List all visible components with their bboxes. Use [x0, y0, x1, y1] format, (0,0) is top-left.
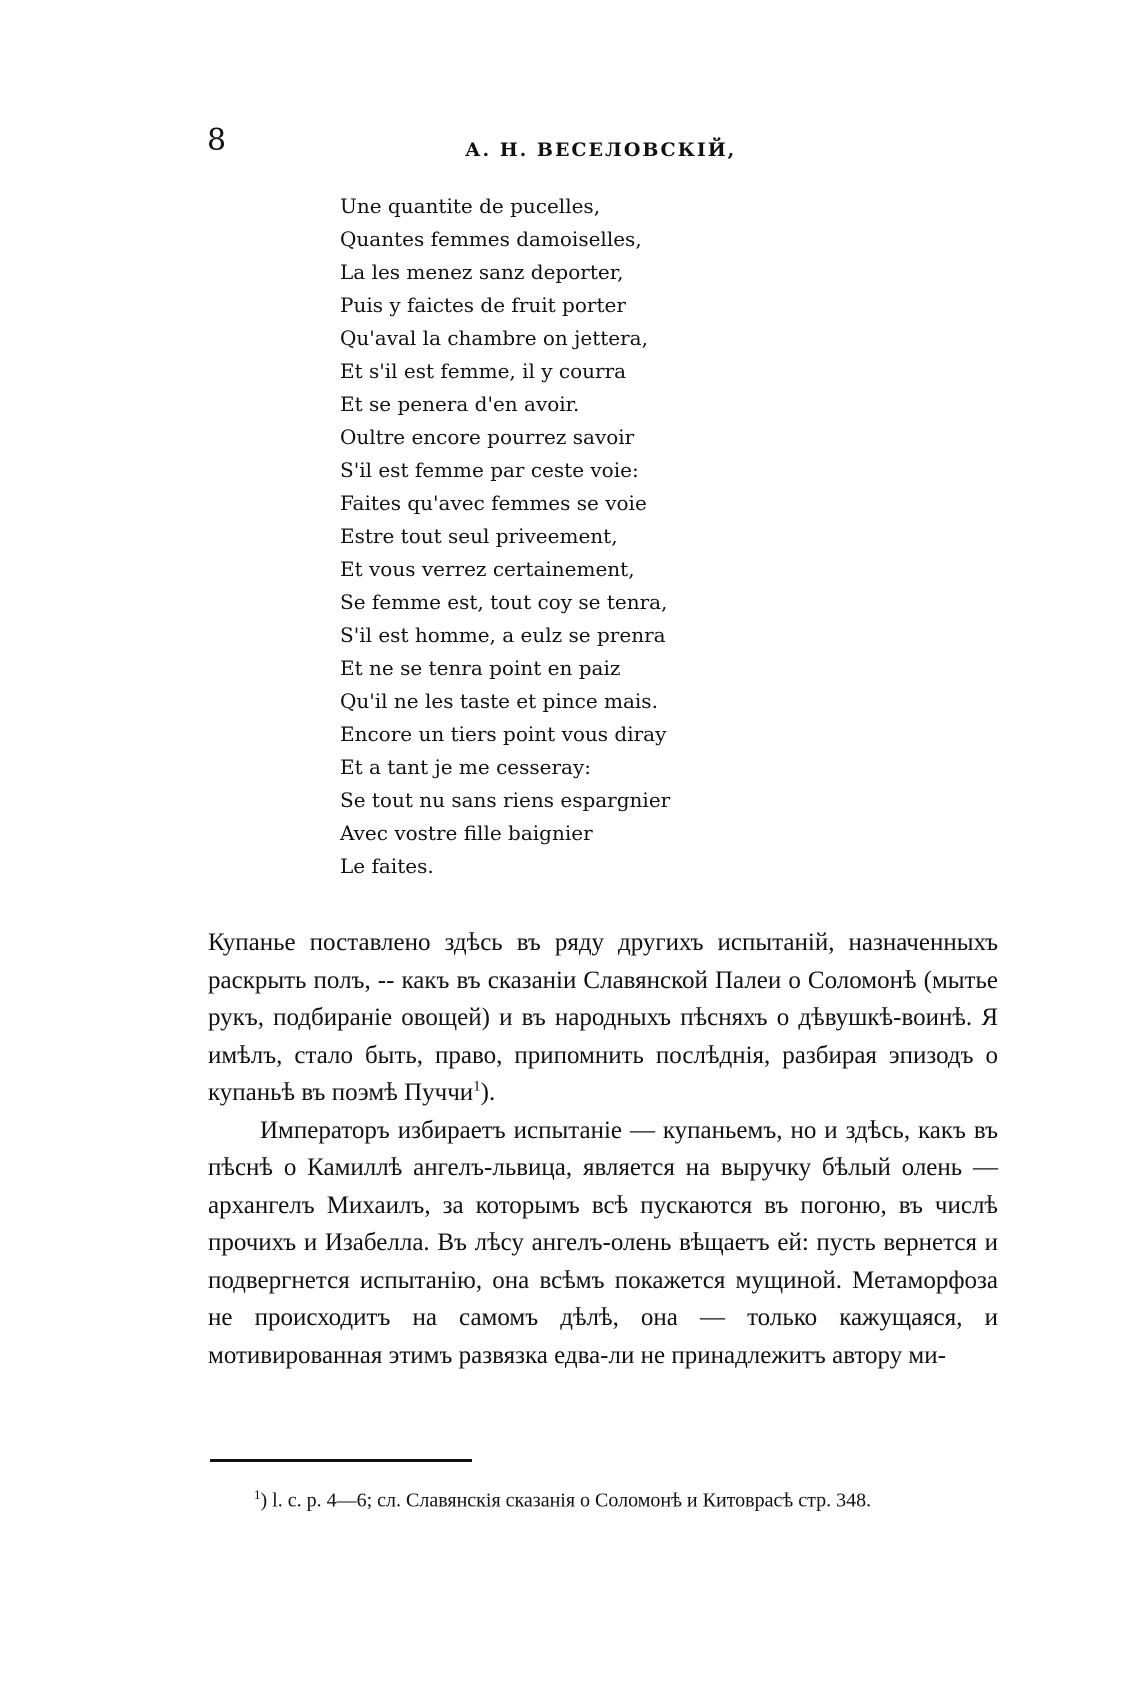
poem-line: Puis y faictes de fruit porter [340, 293, 626, 317]
poem-line: S'il est homme, a eulz se prenra [340, 623, 666, 647]
poem-line: Et s'il est femme, il y courra [340, 359, 627, 383]
footnote-text: ) l. c. p. 4—6; сл. Славянскія сказанія о Соломонѣ и Китоврасѣ стр. 348. [260, 1489, 872, 1512]
poem-line: Estre tout seul priveement, [340, 524, 618, 548]
footnote-marker: 1 [254, 1487, 261, 1502]
poem-line: Se femme est, tout coy se tenra, [340, 590, 668, 614]
poem-line: Et se penera d'en avoir. [340, 392, 580, 416]
poem-line: Et a tant je me cesseray: [340, 755, 591, 779]
poem-line: Avec vostre fille baignier [340, 821, 593, 845]
running-title: А. Н. ВЕСЕЛОВСКІЙ, [465, 139, 737, 161]
poem-quotation [340, 190, 670, 883]
poem-line: Et ne se tenra point en paiz [340, 656, 621, 680]
poem-line: Se tout nu sans riens espargnier [340, 788, 671, 812]
poem-line: Le faites. [340, 854, 434, 878]
poem-line: Et vous verrez certainement, [340, 557, 635, 581]
poem-line: La les menez sanz deporter, [340, 260, 624, 284]
poem-line: Quantes femmes damoiselles, [340, 227, 642, 251]
paragraph-1-text: Купанье поставлено здѣсь въ ряду другихъ испытаній, назначенныхъ раскрыть полъ, -- какъ въ сказаніи Славянской Палеи о Соломонѣ (мытье рукъ, подбираніе овощей) и въ народныхъ пѣсняхъ о дѣвушкѣ-воинѣ. Я имѣлъ, стало быть, право, припомнить послѣднія, разбирая эпизодъ о купаньѣ въ поэмѣ Пуччи [208, 929, 998, 1106]
poem-line: Qu'il ne les taste et pince mais. [340, 689, 658, 713]
poem-line: Qu'aval la chambre on jettera, [340, 326, 648, 350]
page-number: 8 [207, 123, 227, 158]
poem-line: S'il est femme par ceste voie: [340, 458, 639, 482]
paragraph-2: Императоръ избираетъ испытаніе — купаньемъ, но и здѣсь, какъ въ пѣснѣ о Камиллѣ ангелъ-львица, является на выручку бѣлый олень — архангелъ Михаилъ, за которымъ всѣ пускаются въ погоню, въ числѣ прочихъ и Изабелла. Въ лѣсу ангелъ-олень вѣщаетъ ей: пусть вернется и подвергнется испытанію, она всѣмъ покажется мущиной. Метаморфоза не происходитъ на самомъ дѣлѣ, она — только кажущаяся, и мотивированная этимъ развязка едва-ли не принадлежитъ автору ми- [208, 1116, 998, 1369]
body-text [208, 924, 998, 1374]
footnote-divider [210, 1459, 472, 1462]
footnote-reference: 1 [473, 1078, 481, 1095]
paragraph-1 [208, 924, 998, 1112]
poem-line: Faites qu'avec femmes se voie [340, 491, 647, 515]
poem-line: Une quantite de pucelles, [340, 194, 601, 218]
footnote [254, 1481, 871, 1515]
poem-line: Oultre encore pourrez savoir [340, 425, 635, 449]
poem-line: Encore un tiers point vous diray [340, 722, 667, 746]
paragraph-1-end: ). [480, 1079, 496, 1106]
